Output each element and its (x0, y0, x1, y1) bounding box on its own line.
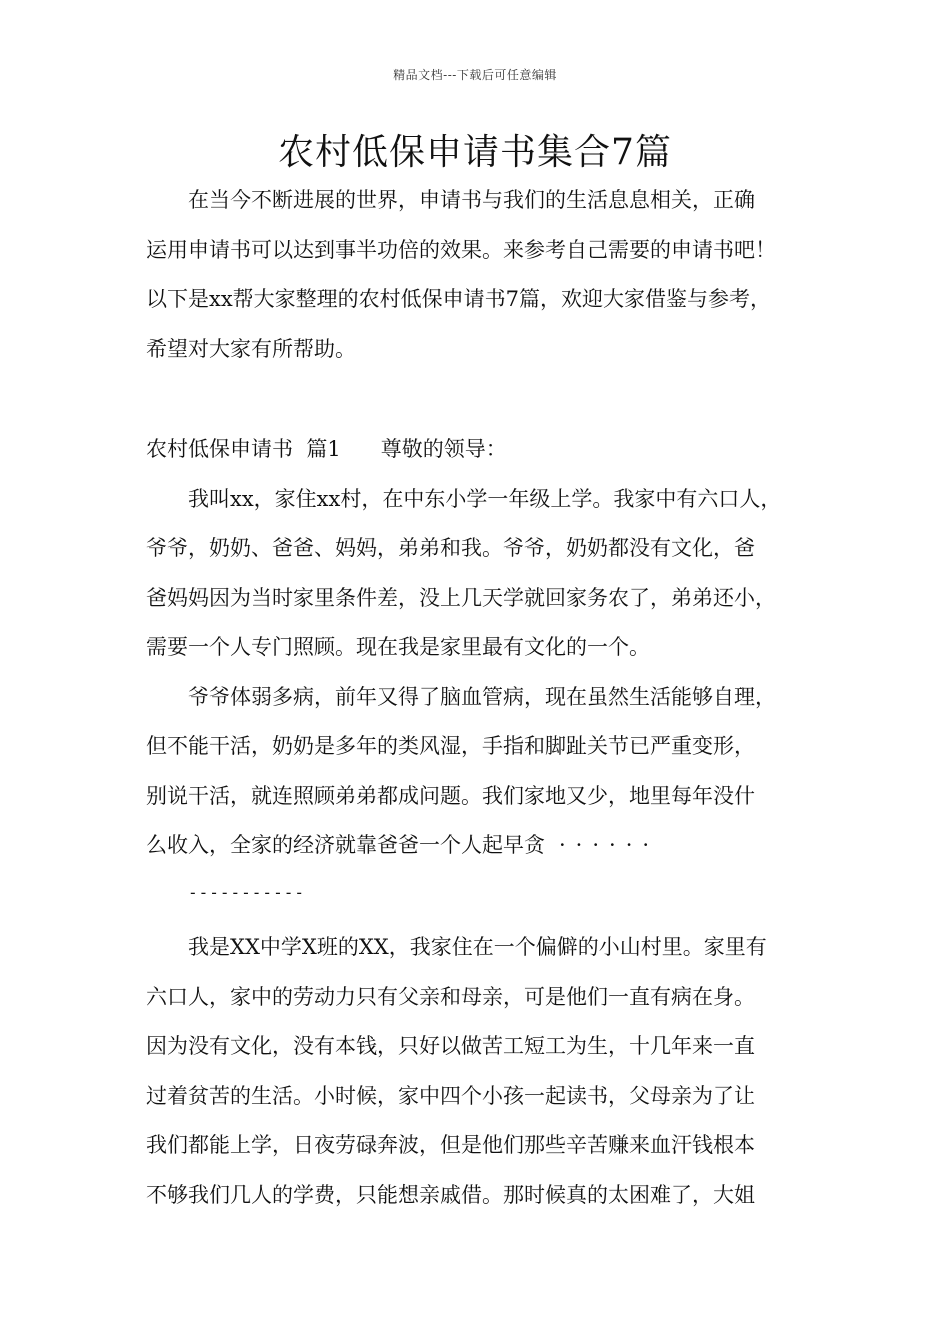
paragraph-line: 我叫xx，家住xx村，在中东小学一年级上学。我家中有六口人， (188, 486, 782, 511)
paragraph-line: 需要一个人专门照顾。现在我是家里最有文化的一个。 (146, 635, 650, 659)
intro-line: 以下是xx帮大家整理的农村低保申请书7篇，欢迎大家借鉴与参考， (146, 287, 772, 311)
paragraph-line: 爷爷，奶奶、爸爸、妈妈，弟弟和我。爷爷，奶奶都没有文化，爸 (146, 536, 755, 560)
paragraph-line: 过着贫苦的生活。小时候，家中四个小孩一起读书，父母亲为了让 (146, 1083, 755, 1108)
intro-paragraph (146, 176, 826, 374)
section-2 (146, 923, 826, 1220)
ellipsis-marker: ······ (559, 833, 660, 857)
section-divider: ----------- (188, 882, 305, 902)
paragraph-line: 六口人，家中的劳动力只有父亲和母亲，可是他们一直有病在身。 (146, 984, 755, 1009)
paragraph-line: 因为没有文化，没有本钱，只好以做苦工短工为生，十几年来一直 (146, 1034, 755, 1058)
section2-paragraph (146, 923, 826, 1220)
paragraph-line: 爷爷体弱多病，前年又得了脑血管病，现在虽然生活能够自理， (188, 684, 776, 709)
paragraph-line: 爸妈妈因为当时家里条件差，没上几天学就回家务农了，弟弟还小， (146, 585, 776, 610)
section1-paragraph-1 (146, 475, 826, 673)
paragraph-line: 别说干活，就连照顾弟弟都成问题。我们家地又少，地里每年没什 (146, 783, 755, 808)
paragraph-line-last (146, 821, 826, 871)
section-title: 农村低保申请书 篇1 (146, 437, 341, 461)
paragraph-line: 不够我们几人的学费，只能想亲戚借。那时候真的太困难了，大姐 (146, 1182, 755, 1207)
paragraph-line: 我们都能上学，日夜劳碌奔波，但是他们那些辛苦赚来血汗钱根本 (146, 1133, 755, 1157)
intro-line: 希望对大家有所帮助。 (146, 336, 356, 361)
header-note: 精品文档---下载后可任意编辑 (393, 68, 557, 82)
section1-paragraph-2 (146, 673, 826, 871)
paragraph-line: 我是XX中学X班的XX，我家住在一个偏僻的小山村里。家里有 (188, 935, 767, 959)
section-1 (146, 425, 826, 915)
salutation: 尊敬的领导： (380, 437, 507, 461)
section-heading (146, 425, 826, 475)
intro-line: 运用申请书可以达到事半功倍的效果。来参考自己需要的申请书吧！ (146, 237, 776, 262)
intro-block (146, 176, 826, 374)
paragraph-line-text: 么收入，全家的经济就靠爸爸一个人起早贪 (146, 833, 545, 857)
intro-line: 在当今不断进展的世界，申请书与我们的生活息息相关，正确 (188, 188, 755, 212)
paragraph-line: 但不能干活，奶奶是多年的类风湿，手指和脚趾关节已严重变形， (146, 734, 755, 758)
document-title: 农村低保申请书集合7篇 (278, 132, 672, 173)
